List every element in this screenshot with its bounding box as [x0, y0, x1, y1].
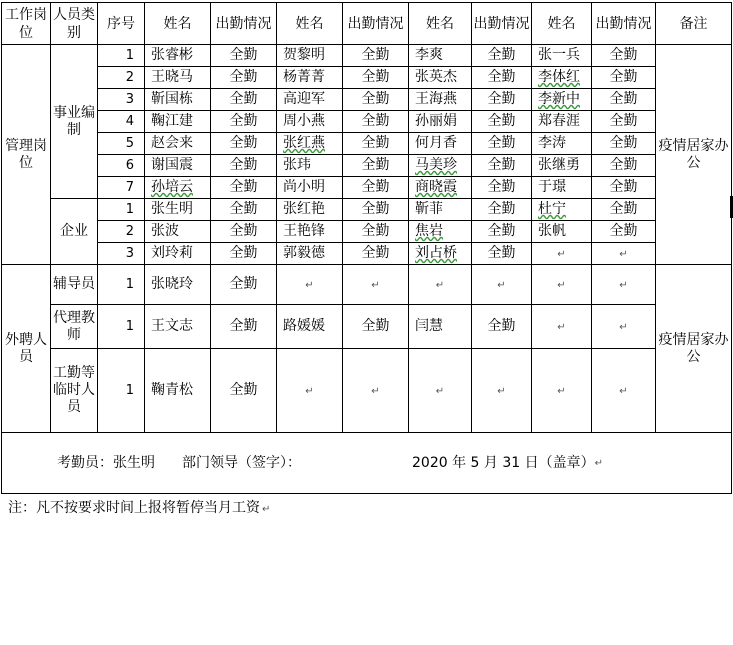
- name-cell: [532, 45, 592, 67]
- name-cell: [277, 111, 343, 133]
- seq-cell: [98, 265, 145, 305]
- status-cell: [343, 89, 409, 111]
- status-cell: [592, 67, 656, 89]
- name-cell-text: 刘玲莉: [151, 245, 193, 261]
- status-cell-text: 全勤: [361, 201, 390, 217]
- header-name-4: 姓名: [532, 3, 592, 45]
- name-cell: [145, 67, 211, 89]
- status-cell: [592, 177, 656, 199]
- name-cell: [277, 155, 343, 177]
- status-cell-empty: [592, 305, 656, 349]
- name-cell-text: 张玮: [283, 157, 311, 173]
- status-cell: [343, 111, 409, 133]
- name-cell-text: 张生明: [151, 201, 193, 217]
- header-row: [2, 3, 732, 45]
- category-temp-text: 工勤等临时人员: [53, 365, 95, 415]
- remark-management: [656, 45, 732, 265]
- group-management: [2, 45, 51, 265]
- name-cell-text: 张晓玲: [151, 276, 193, 292]
- header-remark: 备注: [656, 3, 732, 45]
- status-cell-text: 全勤: [609, 157, 638, 173]
- name-cell: [145, 305, 211, 349]
- name-cell: [145, 177, 211, 199]
- status-cell-text: 全勤: [609, 223, 638, 239]
- table-row: [2, 221, 732, 243]
- status-cell: [211, 155, 277, 177]
- seq-cell: [98, 45, 145, 67]
- name-cell-text: 赵会来: [151, 135, 193, 151]
- name-cell-text: 尚小明: [283, 179, 325, 195]
- status-cell-empty: [592, 265, 656, 305]
- name-cell-text: 张波: [151, 223, 179, 239]
- header-category: 人员类别: [51, 3, 98, 45]
- seq-cell-text: 5: [125, 136, 134, 151]
- name-cell: [409, 221, 472, 243]
- category-enterprise-text: 企业: [60, 223, 88, 239]
- name-cell: [532, 199, 592, 221]
- status-cell-text: 全勤: [487, 201, 516, 217]
- name-cell: [532, 221, 592, 243]
- status-cell-text: 全勤: [487, 113, 516, 129]
- table-row: [2, 67, 732, 89]
- status-cell: [472, 45, 532, 67]
- seq-cell: [98, 199, 145, 221]
- header-name-2: 姓名: [277, 3, 343, 45]
- name-cell: [145, 349, 211, 433]
- status-cell-text: 全勤: [361, 47, 390, 63]
- name-cell-empty: [409, 349, 472, 433]
- name-cell-text: 王晓马: [151, 69, 193, 85]
- seq-cell-text: 1: [125, 202, 134, 217]
- name-cell-text: 张睿彬: [151, 47, 193, 63]
- name-cell-text: 张帆: [538, 223, 566, 239]
- seq-cell: [98, 221, 145, 243]
- name-cell: [277, 243, 343, 265]
- name-cell-empty: [532, 305, 592, 349]
- name-cell: [145, 111, 211, 133]
- name-cell: [532, 133, 592, 155]
- status-cell-text: 全勤: [361, 113, 390, 129]
- seq-cell: [98, 89, 145, 111]
- name-cell: [532, 155, 592, 177]
- status-cell-text: 全勤: [229, 113, 258, 129]
- seq-cell-text: 1: [125, 319, 134, 334]
- name-cell-empty: [277, 349, 343, 433]
- table-row: [2, 155, 732, 177]
- paragraph-mark-icon: ↵: [594, 457, 603, 469]
- name-cell: [145, 221, 211, 243]
- status-cell: [472, 177, 532, 199]
- attendance-table: [1, 2, 732, 494]
- status-cell-text: 全勤: [487, 223, 516, 239]
- paragraph-mark-icon: ↵: [371, 385, 380, 397]
- paragraph-mark-icon: ↵: [557, 385, 566, 397]
- status-cell-text: 全勤: [487, 245, 516, 261]
- seq-cell-text: 3: [125, 92, 134, 107]
- seq-cell-text: 3: [125, 246, 134, 261]
- seq-cell: [98, 133, 145, 155]
- status-cell: [343, 243, 409, 265]
- status-cell-text: 全勤: [487, 47, 516, 63]
- name-cell-text: 商晓霞: [415, 179, 457, 195]
- clerk-label: 考勤员：张生明: [57, 454, 155, 471]
- name-cell: [532, 67, 592, 89]
- paragraph-mark-icon: ↵: [557, 279, 566, 291]
- name-cell-text: 焦岩: [415, 223, 443, 239]
- paragraph-mark-icon: ↵: [305, 279, 314, 291]
- name-cell: [277, 133, 343, 155]
- seq-cell: [98, 155, 145, 177]
- status-cell-empty: [592, 349, 656, 433]
- remark-contract: [656, 265, 732, 433]
- group-management-text: 管理岗位: [5, 137, 47, 171]
- paragraph-mark-icon: ↵: [619, 385, 628, 397]
- seq-cell: [98, 177, 145, 199]
- status-cell: [343, 155, 409, 177]
- name-cell-empty: [532, 243, 592, 265]
- paragraph-mark-icon: ↵: [435, 385, 445, 397]
- header-status-2: 出勤情况: [343, 3, 409, 45]
- status-cell: [472, 199, 532, 221]
- name-cell-text: 郑春涯: [538, 113, 580, 129]
- name-cell-text: 周小燕: [283, 113, 325, 129]
- footer-cell: [2, 433, 732, 494]
- status-cell-text: 全勤: [609, 201, 638, 217]
- status-cell: [211, 349, 277, 433]
- status-cell: [472, 305, 532, 349]
- status-cell-text: 全勤: [487, 179, 516, 195]
- table-row: [2, 177, 732, 199]
- status-cell: [211, 111, 277, 133]
- table-row: [2, 199, 732, 221]
- status-cell: [211, 221, 277, 243]
- name-cell: [409, 133, 472, 155]
- status-cell-text: 全勤: [229, 245, 258, 261]
- status-cell: [343, 177, 409, 199]
- name-cell: [532, 89, 592, 111]
- name-cell: [277, 45, 343, 67]
- name-cell-text: 鞠江建: [151, 113, 193, 129]
- status-cell-text: 全勤: [487, 91, 516, 107]
- name-cell-empty: [277, 265, 343, 305]
- category-tutor-text: 辅导员: [53, 276, 95, 292]
- group-contract: [2, 265, 51, 433]
- status-cell-text: 全勤: [229, 318, 258, 334]
- status-cell: [592, 199, 656, 221]
- status-cell: [211, 199, 277, 221]
- paragraph-mark-icon: ↵: [435, 279, 445, 291]
- name-cell-empty: [409, 265, 472, 305]
- status-cell: [343, 133, 409, 155]
- status-cell-text: 全勤: [361, 223, 390, 239]
- status-cell-text: 全勤: [229, 201, 258, 217]
- status-cell: [211, 45, 277, 67]
- seq-cell-text: 4: [125, 114, 134, 129]
- status-cell-text: 全勤: [229, 135, 258, 151]
- status-cell: [592, 111, 656, 133]
- category-tutor: [51, 265, 98, 305]
- seq-cell-text: 1: [125, 383, 134, 398]
- name-cell: [409, 155, 472, 177]
- status-cell: [472, 67, 532, 89]
- status-cell-text: 全勤: [229, 223, 258, 239]
- status-cell-text: 全勤: [609, 113, 638, 129]
- status-cell-text: 全勤: [229, 179, 258, 195]
- status-cell: [472, 243, 532, 265]
- status-cell-text: 全勤: [229, 47, 258, 63]
- header-status-1: 出勤情况: [211, 3, 277, 45]
- paragraph-mark-icon: ↵: [371, 279, 380, 291]
- seq-cell: [98, 349, 145, 433]
- status-cell-empty: [472, 265, 532, 305]
- status-cell: [472, 89, 532, 111]
- name-cell: [277, 305, 343, 349]
- status-cell: [592, 45, 656, 67]
- name-cell-text: 张红燕: [283, 135, 325, 151]
- status-cell: [592, 155, 656, 177]
- status-cell-text: 全勤: [487, 318, 516, 334]
- status-cell-text: 全勤: [361, 157, 390, 173]
- status-cell: [472, 133, 532, 155]
- status-cell: [472, 155, 532, 177]
- paragraph-mark-icon: ↵: [497, 385, 506, 397]
- name-cell: [145, 45, 211, 67]
- table-row: [2, 305, 732, 349]
- name-cell-text: 杨菁菁: [283, 69, 325, 85]
- category-acting: [51, 305, 98, 349]
- header-name-3: 姓名: [409, 3, 472, 45]
- name-cell: [145, 243, 211, 265]
- status-cell: [343, 305, 409, 349]
- name-cell: [277, 199, 343, 221]
- status-cell-empty: [472, 349, 532, 433]
- name-cell-text: 孙丽娟: [415, 113, 457, 129]
- leader-signature-label: 部门领导（签字）：: [182, 454, 301, 471]
- name-cell: [277, 177, 343, 199]
- status-cell: [211, 177, 277, 199]
- status-cell: [592, 221, 656, 243]
- name-cell: [145, 89, 211, 111]
- header-status-4: 出勤情况: [592, 3, 656, 45]
- name-cell-text: 闫慧: [415, 318, 443, 334]
- status-cell: [472, 111, 532, 133]
- status-cell: [343, 221, 409, 243]
- status-cell-text: 全勤: [229, 69, 258, 85]
- name-cell: [532, 177, 592, 199]
- name-cell-text: 李爽: [415, 47, 443, 63]
- category-career-text: 事业编制: [53, 104, 95, 138]
- status-cell-text: 全勤: [361, 245, 390, 261]
- status-cell: [472, 221, 532, 243]
- seq-cell-text: 2: [125, 224, 134, 239]
- status-cell: [592, 89, 656, 111]
- status-cell-text: 全勤: [361, 69, 390, 85]
- status-cell-text: 全勤: [361, 179, 390, 195]
- name-cell-text: 刘占桥: [415, 245, 457, 261]
- category-temp: [51, 349, 98, 433]
- name-cell: [409, 89, 472, 111]
- name-cell-text: 孙培云: [151, 179, 193, 195]
- category-career: [51, 45, 98, 199]
- name-cell: [277, 221, 343, 243]
- seq-cell-text: 1: [125, 48, 134, 63]
- paragraph-mark-icon: ↵: [557, 321, 566, 333]
- paragraph-mark-icon: ↵: [619, 279, 628, 291]
- name-cell: [409, 199, 472, 221]
- name-cell-text: 王文志: [151, 318, 193, 334]
- status-cell-text: 全勤: [361, 91, 390, 107]
- header-name-1: 姓名: [145, 3, 211, 45]
- paragraph-mark-icon: ↵: [619, 248, 628, 260]
- name-cell-text: 高迎军: [283, 91, 325, 107]
- paragraph-mark-icon: ↵: [497, 279, 506, 291]
- name-cell-text: 杜宁: [538, 201, 566, 217]
- name-cell-text: 贺黎明: [283, 47, 325, 63]
- name-cell-text: 马美珍: [415, 157, 457, 173]
- status-cell-empty: [592, 243, 656, 265]
- table-row: [2, 349, 732, 433]
- table-row: [2, 89, 732, 111]
- seq-cell-text: 1: [125, 277, 134, 292]
- paragraph-mark-icon: ↵: [305, 385, 314, 397]
- name-cell: [409, 45, 472, 67]
- paragraph-mark-icon: ↵: [262, 504, 271, 515]
- header-seq: 序号: [98, 3, 145, 45]
- name-cell: [532, 111, 592, 133]
- table-body: [2, 3, 732, 494]
- name-cell: [409, 243, 472, 265]
- paragraph-mark-icon: ↵: [619, 321, 628, 333]
- name-cell: [145, 199, 211, 221]
- paragraph-mark-icon: ↵: [557, 248, 566, 260]
- name-cell-empty: [532, 349, 592, 433]
- status-cell-text: 全勤: [487, 157, 516, 173]
- seq-cell: [98, 305, 145, 349]
- name-cell-text: 王海燕: [415, 91, 457, 107]
- footnote: [8, 497, 270, 517]
- seq-cell: [98, 111, 145, 133]
- status-cell-text: 全勤: [229, 91, 258, 107]
- name-cell: [409, 111, 472, 133]
- remark-management-text: 疫情居家办公: [658, 137, 729, 171]
- table-row: [2, 133, 732, 155]
- date-stamp-label: 2020 年 5 月 31 日（盖章）: [412, 454, 595, 471]
- name-cell-empty: [532, 265, 592, 305]
- status-cell: [343, 199, 409, 221]
- name-cell: [145, 133, 211, 155]
- status-cell-text: 全勤: [361, 318, 390, 334]
- status-cell-text: 全勤: [487, 135, 516, 151]
- status-cell-empty: [343, 265, 409, 305]
- table-row: [2, 265, 732, 305]
- name-cell-text: 谢国震: [151, 157, 193, 173]
- name-cell-text: 李新中: [538, 91, 580, 107]
- name-cell-text: 李体红: [538, 69, 580, 85]
- status-cell-text: 全勤: [361, 135, 390, 151]
- name-cell: [145, 155, 211, 177]
- status-cell-text: 全勤: [229, 276, 258, 292]
- name-cell-text: 于璟: [538, 179, 566, 195]
- status-cell-text: 全勤: [609, 91, 638, 107]
- status-cell: [343, 67, 409, 89]
- table-row: [2, 111, 732, 133]
- name-cell-text: 郭毅德: [283, 245, 325, 261]
- category-acting-text: 代理教师: [53, 309, 95, 343]
- footnote-text: 注：凡不按要求时间上报将暂停当月工资: [8, 500, 260, 516]
- status-cell: [211, 243, 277, 265]
- name-cell-text: 王艳锋: [283, 223, 325, 239]
- status-cell-text: 全勤: [609, 179, 638, 195]
- name-cell: [277, 89, 343, 111]
- name-cell-text: 张红艳: [283, 201, 325, 217]
- name-cell: [409, 67, 472, 89]
- name-cell: [409, 177, 472, 199]
- status-cell-text: 全勤: [609, 69, 638, 85]
- name-cell-text: 路媛媛: [283, 318, 325, 334]
- status-cell: [211, 67, 277, 89]
- name-cell: [145, 265, 211, 305]
- name-cell-text: 张一兵: [538, 47, 580, 63]
- seq-cell-text: 7: [125, 180, 134, 195]
- table-row: [2, 243, 732, 265]
- category-enterprise: [51, 199, 98, 265]
- group-contract-text: 外聘人员: [5, 331, 47, 365]
- header-position: 工作岗位: [2, 3, 51, 45]
- table-row: [2, 45, 732, 67]
- footer-row: [2, 433, 732, 494]
- name-cell-text: 张继勇: [538, 157, 580, 173]
- status-cell-empty: [343, 349, 409, 433]
- name-cell-text: 李涛: [538, 135, 566, 151]
- name-cell-text: 张英杰: [415, 69, 457, 85]
- status-cell: [211, 305, 277, 349]
- status-cell: [592, 133, 656, 155]
- name-cell-text: 靳国栋: [151, 91, 193, 107]
- status-cell: [343, 45, 409, 67]
- status-cell: [211, 265, 277, 305]
- status-cell-text: 全勤: [487, 69, 516, 85]
- name-cell-text: 靳菲: [415, 201, 443, 217]
- footer-line: [2, 455, 731, 472]
- status-cell: [211, 133, 277, 155]
- status-cell-text: 全勤: [609, 135, 638, 151]
- header-status-3: 出勤情况: [472, 3, 532, 45]
- seq-cell-text: 2: [125, 70, 134, 85]
- remark-contract-text: 疫情居家办公: [658, 331, 729, 365]
- seq-cell: [98, 243, 145, 265]
- name-cell-text: 何月香: [415, 135, 457, 151]
- name-cell-text: 鞠青松: [151, 382, 193, 398]
- seq-cell-text: 6: [125, 158, 134, 173]
- status-cell-text: 全勤: [229, 382, 258, 398]
- seq-cell: [98, 67, 145, 89]
- name-cell: [409, 305, 472, 349]
- status-cell-text: 全勤: [609, 47, 638, 63]
- name-cell: [277, 67, 343, 89]
- status-cell-text: 全勤: [229, 157, 258, 173]
- status-cell: [211, 89, 277, 111]
